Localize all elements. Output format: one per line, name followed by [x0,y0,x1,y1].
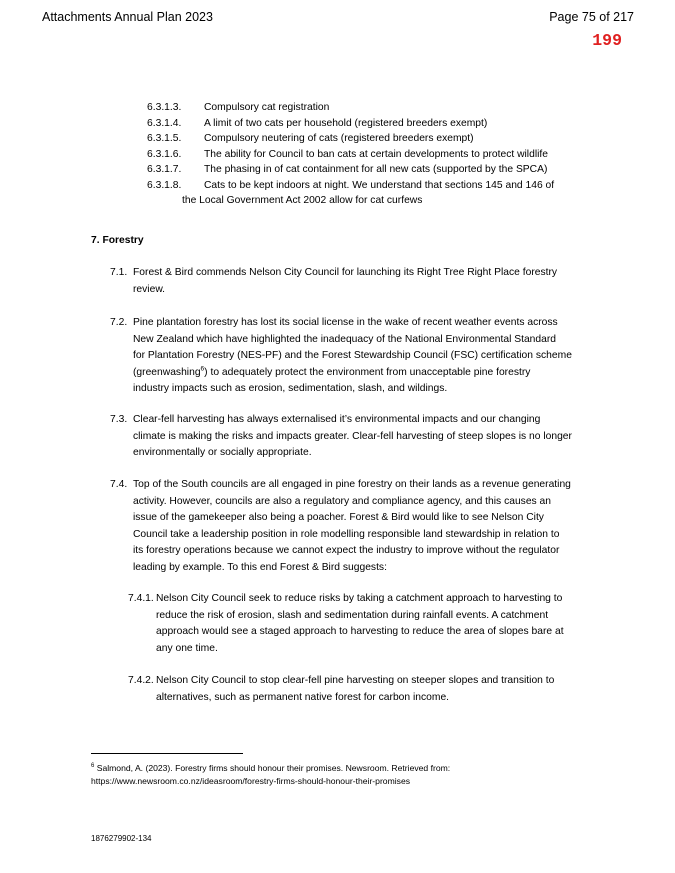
footnote-url: https://www.newsroom.co.nz/ideasroom/forestry-firms-should-honour-their-promises [91,775,411,786]
footnote-divider [91,753,243,754]
paragraph-7-1: 7.1. Forest & Bird commends Nelson City Council for launching its Right Tree Right Place forestry review. [110,267,558,295]
page-of-label: Page 75 of 217 [549,10,634,24]
page-number: 199 [592,31,622,50]
paragraph-7-3: 7.3. Clear-fell harvesting has always externalised it’s environmental impacts and our changing climate is making the risks and impacts greater. Clear-fell harvesting of steep slopes is no longer environmentally or socially appropriate. [110,414,572,459]
footnote: $^6$ Salmond, A. (2023). Forestry firms should honour their promises. Newsroom. Retrieved from: https://www.newsroom.co.nz/ideasroom/forestry-firms-should-honour-their-promises [91,762,451,786]
list-item: 6.3.1.5. Compulsory neutering of cats (registered breeders exempt) [147,133,474,144]
list-item-continuation: the Local Government Act 2002 allow for cat curfews [182,195,423,206]
list-item: 6.3.1.7. The phasing in of cat containment for all new cats (supported by the SPCA) [147,164,548,175]
paragraph-7-4-1: 7.4.1. Nelson City Council seek to reduce risks by taking a catchment approach to harvesting to reduce the risk of erosion, slash and sedimentation during rainfall events. A catchment approach would see a staged approach to harvesting to reduce the area of slopes bare at any one time. [128,593,564,654]
paragraph-7-2: 7.2. Pine plantation forestry has lost its social license in the wake of recent weather events across New Zealand which have highlighted the inadequacy of the National Environmental Standard for Plantation Forestry (NES-PF) and the Forest Stewardship Council (FSC) certification scheme (greenwashing$^6$) to adequately protect the environment from unacceptable pine forestry industry impacts such as erosion, sedimentation, slash, and wildings. [110,317,572,395]
page-header-title: Attachments Annual Plan 2023 [42,10,213,24]
paragraph-7-4: 7.4. Top of the South councils are all engaged in pine forestry on their lands as a revenue generating activity. However, councils are also a regulatory and compliance agency, and this causes an issue of the gamekeeper also being a poacher. Forest & Bird would like to see Nelson City Council take a leadership position in role modelling responsible land stewardship in relation to its forestry operations because we cannot expect the industry to improve without the regulator leading by example. To this end Forest & Bird suggests: [110,479,571,573]
list-item: 6.3.1.8. Cats to be kept indoors at night. We understand that sections 145 and 146 of [147,180,555,191]
list-item: 6.3.1.4. A limit of two cats per household (registered breeders exempt) [147,118,488,129]
list-item: 6.3.1.6. The ability for Council to ban cats at certain developments to protect wildlife [147,149,548,160]
footnote-ref: 6 [200,365,205,373]
section-heading: 7. Forestry [91,235,144,246]
list-item: 6.3.1.3. Compulsory cat registration [147,102,330,113]
document-id: 1876279902-134 [91,834,152,843]
paragraph-7-4-2: 7.4.2. Nelson City Council to stop clear-fell pine harvesting on steeper slopes and transition to alternatives, such as permanent native forest for carbon income. [128,675,555,703]
